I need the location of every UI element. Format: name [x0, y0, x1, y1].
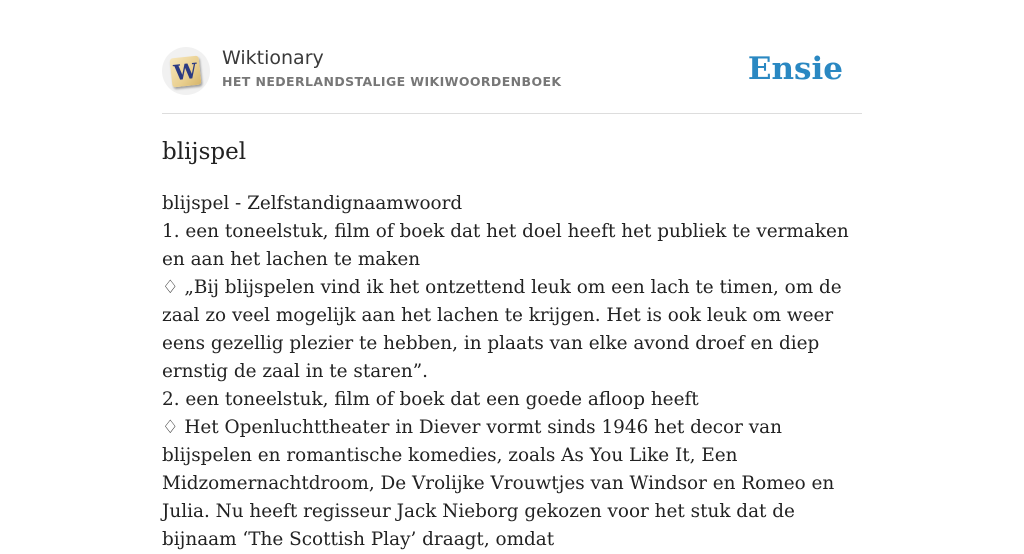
site-header	[162, 44, 862, 96]
header-divider	[162, 113, 862, 114]
entry-content	[162, 190, 862, 554]
logo-letter: W	[172, 57, 199, 86]
example-2: ♢ Het Openluchttheater in Diever vormt sinds 1946 het decor van blijspelen en romantische komedies, zoals As You Like It, Een Midzomernachtdroom, De Vrolijke Vrouwtjes van Windsor en Romeo en Julia. Nu heeft regisseur Jack Nieborg gekozen voor het stuk dat de bijnaam ‘The Scottish Play’ draagt, omdat	[162, 417, 835, 550]
logo-tile	[170, 56, 202, 88]
example-1: ♢ „Bij blijspelen vind ik het ontzettend leuk om een lach te timen, om de zaal zo veel mogelijk aan het lachen te krijgen. Het is ook leuk om weer eens gezellig plezier te hebben, in plaats van elke avond droef en diep ernstig de zaal in te staren”.	[162, 277, 842, 382]
site-name[interactable]: Wiktionary	[222, 47, 324, 69]
ensie-logo[interactable]: Ensie	[747, 51, 843, 87]
site-tagline: HET NEDERLANDSTALIGE WIKIWOORDENBOEK	[222, 74, 562, 89]
definition-1: 1. een toneelstuk, film of boek dat het doel heeft het publiek te vermaken en aan het lachen te maken	[162, 221, 849, 270]
page-title: blijspel	[162, 139, 247, 165]
wiktionary-logo-icon[interactable]	[162, 47, 210, 95]
definition-2: 2. een toneelstuk, film of boek dat een goede afloop heeft	[162, 389, 699, 410]
entry-heading-line: blijspel - Zelfstandignaamwoord	[162, 193, 463, 214]
